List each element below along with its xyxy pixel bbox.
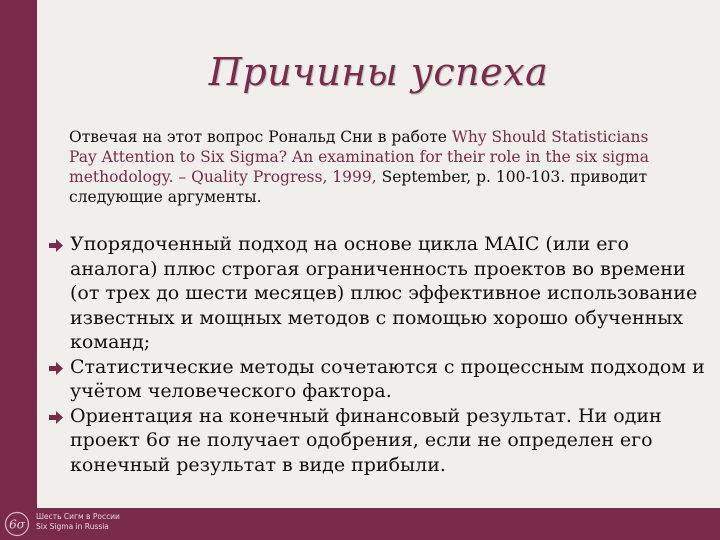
footer-caption bbox=[36, 512, 120, 532]
list-item-text: Упорядоченный подход на основе цикла MAIC (или его аналога) плюс строгая ограниченность проектов во времени (от трех до шести месяцев) плюс эффективное использование известных и мощных методов с помощью хорошо обученных команд; bbox=[70, 233, 698, 353]
intro-tail: September, p. 100-103. приводит следующие аргументы. bbox=[69, 168, 648, 206]
logo-text: 6σ bbox=[9, 517, 25, 532]
arrow-bullet-icon bbox=[49, 362, 63, 375]
intro-paragraph bbox=[69, 127, 669, 207]
arrow-bullet-icon bbox=[49, 411, 63, 424]
footer-line-ru: Шесть Сигм в России bbox=[36, 512, 120, 521]
list-item bbox=[49, 355, 709, 404]
six-sigma-logo bbox=[4, 511, 30, 537]
footer-line-en: Six Sigma in Russia bbox=[36, 522, 109, 531]
list-item-text: Ориентация на конечный финансовый результат. Ни один проект 6σ не получает одобрения, если не определен его конечный результат в виде прибыли. bbox=[70, 404, 662, 476]
argument-list bbox=[49, 232, 709, 477]
slide-content bbox=[37, 0, 720, 508]
list-item-text: Статистические методы сочетаются с процессным подходом и учётом человеческого фактора. bbox=[70, 355, 705, 402]
slide-title: Причины успеха bbox=[208, 50, 549, 94]
intro-source: Why Should Statisticians Pay Attention to Six Sigma? An examination for their role in the six sigma methodology. – Quality Progress, 1999, bbox=[69, 128, 650, 186]
list-item bbox=[49, 404, 709, 478]
list-item bbox=[49, 232, 709, 355]
intro-lead: Отвечая на этот вопрос Рональд Сни в работе bbox=[69, 128, 452, 146]
arrow-bullet-icon bbox=[49, 239, 63, 252]
